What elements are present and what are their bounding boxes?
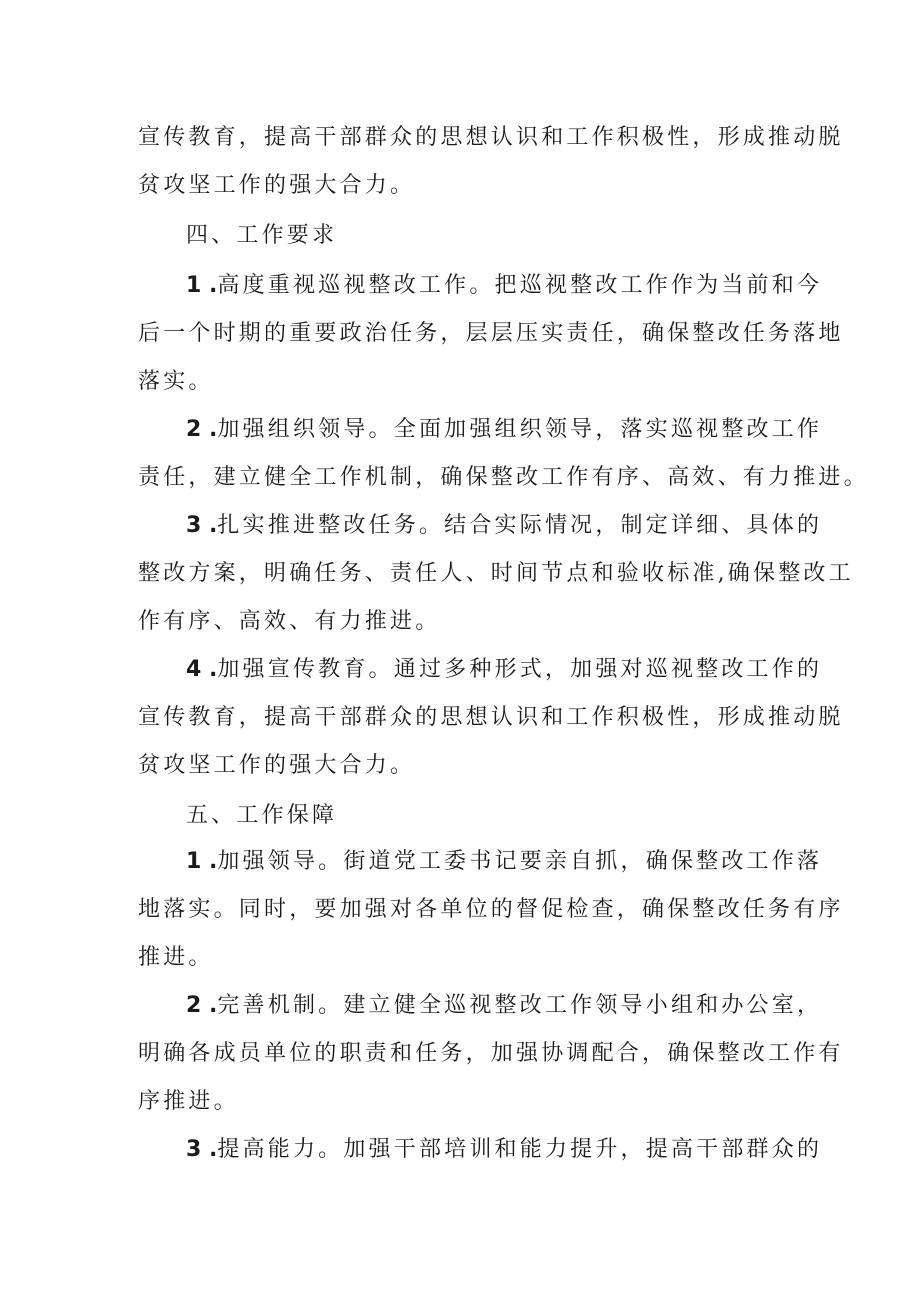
text-line: 作有序、高效、有力推进。	[138, 609, 441, 634]
item-number: 1	[186, 849, 202, 874]
item-number: 2	[186, 417, 202, 442]
item-number: 3	[186, 513, 202, 538]
numbered-item-first-line: 2 .完善机制。建立健全巡视整改工作领导小组和办公室，	[186, 993, 823, 1018]
text-line: 贫攻坚工作的强大合力。	[138, 753, 416, 778]
item-number: 4	[186, 657, 202, 682]
section-heading: 四、工作要求	[186, 223, 338, 248]
text-line: 责任，建立健全工作机制，确保整改工作有序、高效、有力推进。	[138, 465, 869, 490]
text-line: 推进。	[138, 945, 214, 970]
text-line: 地落实。同时，要加强对各单位的督促检查，确保整改任务有序	[138, 897, 844, 922]
text-line: 贫攻坚工作的强大合力。	[138, 173, 416, 198]
numbered-item-first-line: 1 .高度重视巡视整改工作。把巡视整改工作作为当前和今	[186, 273, 823, 298]
text-line: 后一个时期的重要政治任务，层层压实责任，确保整改任务落地	[138, 321, 844, 346]
item-number: 2	[186, 993, 202, 1018]
numbered-item-first-line: 3 .扎实推进整改任务。结合实际情况，制定详细、具体的	[186, 513, 823, 538]
item-number: 3	[186, 1137, 202, 1162]
numbered-item-first-line: 3 .提高能力。加强干部培训和能力提升，提高干部群众的	[186, 1137, 823, 1162]
text-line: 整改方案，明确任务、责任人、时间节点和验收标准,确保整改工	[138, 561, 854, 586]
numbered-item-first-line: 1 .加强领导。街道党工委书记要亲自抓，确保整改工作落	[186, 849, 823, 874]
text-line: 落实。	[138, 369, 214, 394]
text-line: 宣传教育，提高干部群众的思想认识和工作积极性，形成推动脱	[138, 705, 844, 730]
text-line: 宣传教育，提高干部群众的思想认识和工作积极性，形成推动脱	[138, 125, 844, 150]
numbered-item-first-line: 4 .加强宣传教育。通过多种形式，加强对巡视整改工作的	[186, 657, 823, 682]
numbered-item-first-line: 2 .加强组织领导。全面加强组织领导，落实巡视整改工作	[186, 417, 823, 442]
text-line: 序推进。	[138, 1089, 239, 1114]
section-heading: 五、工作保障	[186, 803, 338, 828]
item-number: 1	[186, 273, 202, 298]
text-line: 明确各成员单位的职责和任务，加强协调配合，确保整改工作有	[138, 1041, 844, 1066]
